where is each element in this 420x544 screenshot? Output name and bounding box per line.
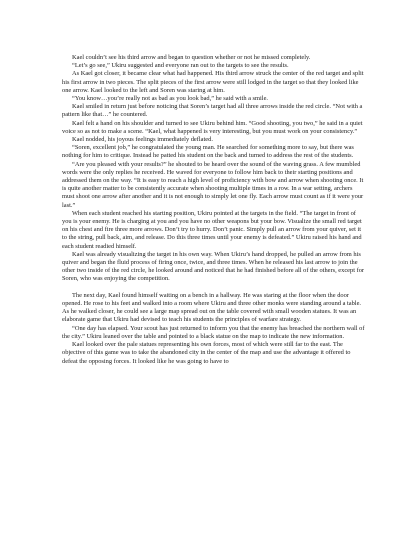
paragraph: As Kael got closer, it became clear what had happened. His third arrow struck the center of the red target and split his first arrow in two pieces. The split pieces of the first arrow were still lodged in the target so that they looked like one arrow. Kael looked to the left and Soren was staring at him. <box>62 70 364 94</box>
paragraph: “Soren, excellent job,” he congratulated the young man. He searched for something more to say, but there was nothing for him to critique. Instead he patted his student on the back and turned to address the rest of the students. <box>62 144 354 160</box>
paragraph: “One day has elapsed. Your scout has just returned to inform you that the enemy has breached the northern wall of the city.” Ukiru leaned over the table and pointed to a black statue on the map to indicate the new information. <box>62 324 365 340</box>
paragraph: Kael was already visualizing the target in his own way. When Ukiru’s hand dropped, he pulled an arrow from his quiver and began the fluid process of firing once, twice, and three times. When he released his last arrow to join the other two inside of the red circle, he looked around and noticed that he had finished before all of the others, except for Soren, who was enjoying the competition. <box>62 250 365 283</box>
paragraph: When each student reached his starting position, Ukiru pointed at the targets in the field. “The target in front of you is your enemy. He is charging at you and you have no other weapons but your bow. Visualize the small red target on his chest and fire three more arrows. Don’t try to hurry. Don’t panic. Simply pull an arrow from your quiver, set it to the string, pull back, aim, and release. Do this three times until your enemy is defeated.” Ukiru raised his hand and each student readied himself. <box>62 209 362 250</box>
paragraph: The next day, Kael found himself waiting on a bench in a hallway. He was staring at the floor when the door opened. He rose to his feet and walked into a room where Ukiru and three other monks were standing around a table. As he walked closer, he could see a large map spread out on the table covered with small wooden statues. It was an elaborate game that Ukiru had devised to teach his students the principles of warfare strategy. <box>62 291 362 324</box>
story-text <box>62 54 366 366</box>
paragraph: Kael nodded, his joyous feelings immediately deflated. <box>72 136 213 144</box>
paragraph: “You know…you’re really not as bad as you look bad,” he said with a smile. <box>72 95 269 103</box>
paragraph: “Are you pleased with your results?” he shouted to be heard over the sound of the waving grass. A few mumbled words were the only replies he received. He waved for everyone to follow him back to their starting positions and addressed them on the way. “It is easy to reach a high level of proficiency with bow and arrow when shooting once. It is quite another matter to be consistently accurate when shooting multiple times in a row. In a war setting, archers must shoot one arrow after another and it is not enough to simply let one fly. Each arrow must count as if it were your last.” <box>62 160 364 209</box>
paragraph: Kael smiled in return just before noticing that Soren’s target had all three arrows inside the red circle. “Not with a pattern like that…” he countered. <box>62 103 363 119</box>
paragraph: Kael felt a hand on his shoulder and turned to see Ukiru behind him. “Good shooting, you two,” he said in a quiet voice so as not to make a scene. “Kael, what happened is very interesting, but you must work on your consistency.” <box>62 119 363 135</box>
paragraph: Kael looked over the pale statues representing his own forces, most of which were still far to the east. The objective of this game was to take the abandoned city in the center of the map and use the advantage it offered to defeat the opposing forces. It looked like he was going to have to <box>62 341 351 365</box>
paragraph: “Let’s go see,” Ukiru suggested and everyone ran out to the targets to see the results. <box>72 62 289 70</box>
paragraph: Kael couldn’t see his third arrow and began to question whether or not he missed completely. <box>72 54 311 61</box>
